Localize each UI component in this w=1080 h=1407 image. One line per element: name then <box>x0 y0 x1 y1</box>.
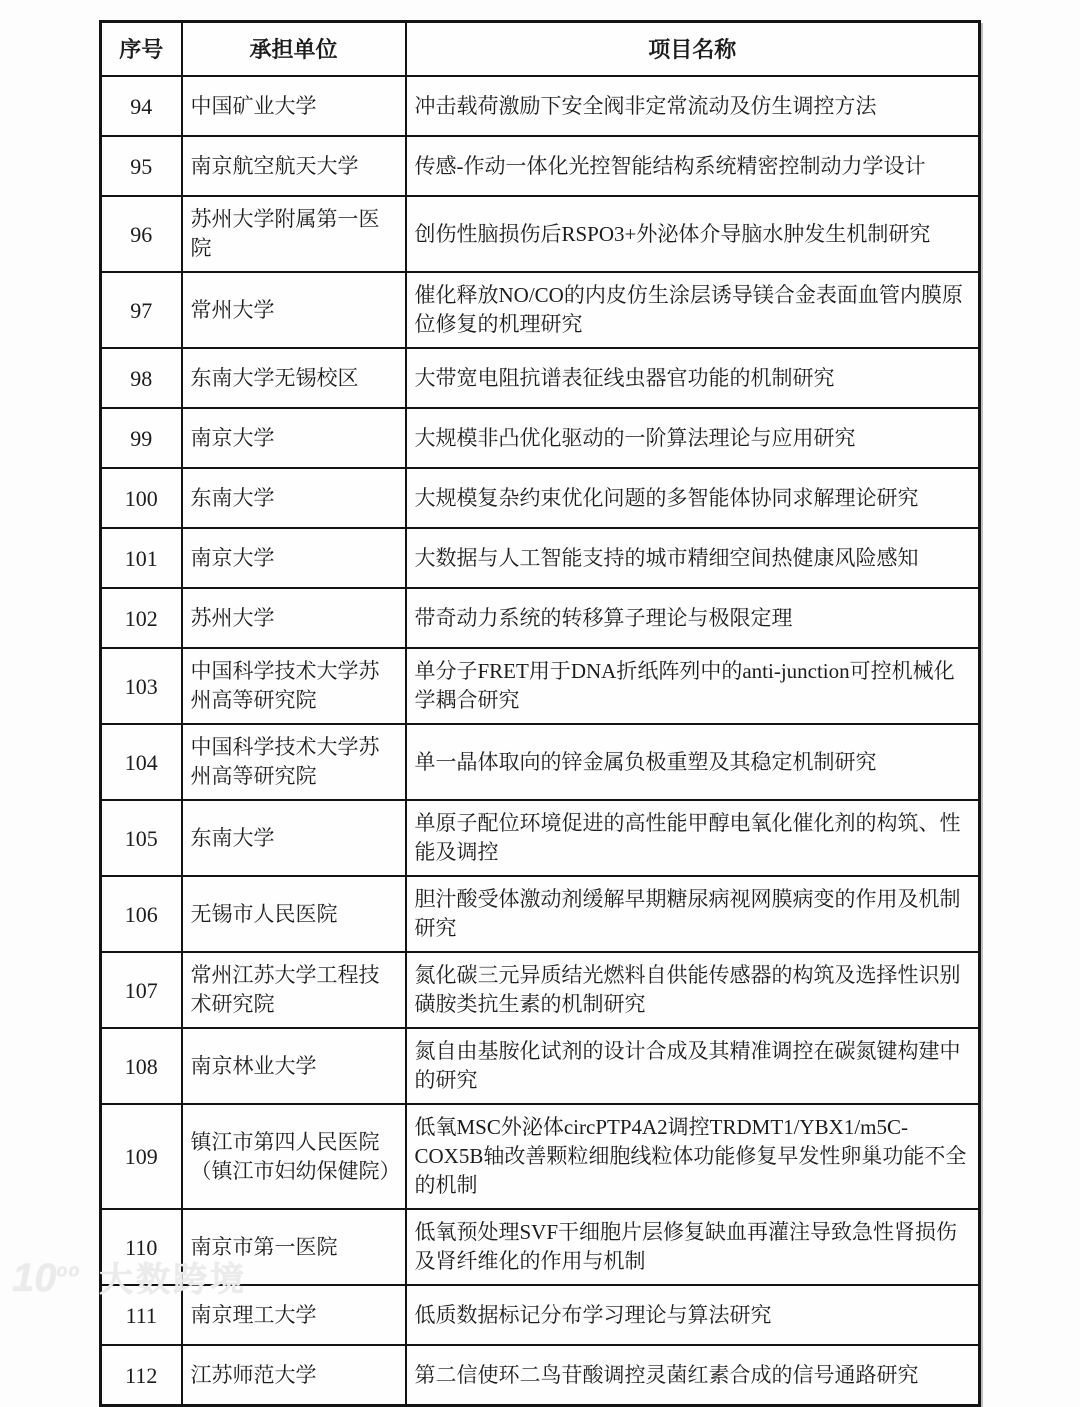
row-project-cell: 冲击载荷激励下安全阀非定常流动及仿生调控方法 <box>406 76 980 136</box>
row-number-cell: 111 <box>101 1285 182 1345</box>
row-number-cell: 100 <box>101 468 182 528</box>
row-project-cell: 氮化碳三元异质结光燃料自供能传感器的构筑及选择性识别磺胺类抗生素的机制研究 <box>406 952 980 1028</box>
row-project-cell: 低氧预处理SVF干细胞片层修复缺血再灌注导致急性肾损伤及肾纤维化的作用与机制 <box>406 1209 980 1285</box>
row-org-cell: 南京林业大学 <box>182 1028 406 1104</box>
row-org-cell: 中国矿业大学 <box>182 76 406 136</box>
row-number-cell: 102 <box>101 588 182 648</box>
row-project-cell: 创伤性脑损伤后RSPO3+外泌体介导脑水肿发生机制研究 <box>406 196 980 272</box>
row-number-cell: 95 <box>101 136 182 196</box>
row-project-cell: 第二信使环二鸟苷酸调控灵菌红素合成的信号通路研究 <box>406 1345 980 1406</box>
row-number-cell: 98 <box>101 348 182 408</box>
row-project-cell: 传感-作动一体化光控智能结构系统精密控制动力学设计 <box>406 136 980 196</box>
table-row <box>101 76 980 136</box>
row-number-cell: 97 <box>101 272 182 348</box>
row-org-cell: 东南大学 <box>182 800 406 876</box>
row-org-cell: 东南大学 <box>182 468 406 528</box>
row-number-cell: 107 <box>101 952 182 1028</box>
row-project-cell: 单原子配位环境促进的高性能甲醇电氧化催化剂的构筑、性能及调控 <box>406 800 980 876</box>
table-row <box>101 136 980 196</box>
row-org-cell: 中国科学技术大学苏州高等研究院 <box>182 648 406 724</box>
row-number-cell: 106 <box>101 876 182 952</box>
table-row <box>101 408 980 468</box>
row-org-cell: 南京理工大学 <box>182 1285 406 1345</box>
table-row <box>101 724 980 800</box>
project-table <box>99 20 981 1407</box>
row-org-cell: 中国科学技术大学苏州高等研究院 <box>182 724 406 800</box>
table-row <box>101 468 980 528</box>
row-org-cell: 苏州大学附属第一医院 <box>182 196 406 272</box>
row-number-cell: 103 <box>101 648 182 724</box>
row-org-cell: 南京市第一医院 <box>182 1209 406 1285</box>
row-number-cell: 104 <box>101 724 182 800</box>
row-project-cell: 低质数据标记分布学习理论与算法研究 <box>406 1285 980 1345</box>
table-row <box>101 348 980 408</box>
row-org-cell: 苏州大学 <box>182 588 406 648</box>
header-cell-project: 项目名称 <box>406 22 980 77</box>
table-row <box>101 1028 980 1104</box>
row-project-cell: 氮自由基胺化试剂的设计合成及其精准调控在碳氮键构建中的研究 <box>406 1028 980 1104</box>
row-org-cell: 东南大学无锡校区 <box>182 348 406 408</box>
table-row <box>101 800 980 876</box>
row-project-cell: 大规模复杂约束优化问题的多智能体协同求解理论研究 <box>406 468 980 528</box>
row-number-cell: 108 <box>101 1028 182 1104</box>
row-number-cell: 110 <box>101 1209 182 1285</box>
table-row <box>101 876 980 952</box>
row-project-cell: 胆汁酸受体激动剂缓解早期糖尿病视网膜病变的作用及机制研究 <box>406 876 980 952</box>
table-header-row <box>101 22 980 77</box>
table-row <box>101 196 980 272</box>
row-number-cell: 109 <box>101 1104 182 1209</box>
header-cell-no: 序号 <box>101 22 182 77</box>
row-number-cell: 101 <box>101 528 182 588</box>
table-row <box>101 588 980 648</box>
table-row <box>101 272 980 348</box>
row-project-cell: 低氧MSC外泌体circPTP4A2调控TRDMT1/YBX1/m5C-COX5B轴改善颗粒细胞线粒体功能修复早发性卵巢功能不全的机制 <box>406 1104 980 1209</box>
row-org-cell: 南京大学 <box>182 528 406 588</box>
project-table-container <box>99 20 978 1407</box>
row-project-cell: 大规模非凸优化驱动的一阶算法理论与应用研究 <box>406 408 980 468</box>
table-row <box>101 1104 980 1209</box>
row-org-cell: 江苏师范大学 <box>182 1345 406 1406</box>
header-cell-org: 承担单位 <box>182 22 406 77</box>
table-row <box>101 952 980 1028</box>
row-org-cell: 常州江苏大学工程技术研究院 <box>182 952 406 1028</box>
table-body <box>98 76 980 1406</box>
row-number-cell: 96 <box>101 196 182 272</box>
row-number-cell: 112 <box>101 1345 182 1406</box>
row-project-cell: 单一晶体取向的锌金属负极重塑及其稳定机制研究 <box>406 724 980 800</box>
watermark-brand-text: 大数跨境 <box>98 1261 247 1299</box>
row-project-cell: 大带宽电阻抗谱表征线虫器官功能的机制研究 <box>406 348 980 408</box>
row-org-cell: 南京大学 <box>182 408 406 468</box>
table-row <box>101 648 980 724</box>
row-number-cell: 99 <box>101 408 182 468</box>
table-row <box>101 1345 980 1406</box>
row-org-cell: 南京航空航天大学 <box>182 136 406 196</box>
row-number-cell: 105 <box>101 800 182 876</box>
row-project-cell: 单分子FRET用于DNA折纸阵列中的anti-junction可控机械化学耦合研究 <box>406 648 980 724</box>
row-org-cell: 常州大学 <box>182 272 406 348</box>
row-project-cell: 带奇动力系统的转移算子理论与极限定理 <box>406 588 980 648</box>
row-org-cell: 镇江市第四人民医院（镇江市妇幼保健院） <box>182 1104 406 1209</box>
row-project-cell: 大数据与人工智能支持的城市精细空间热健康风险感知 <box>406 528 980 588</box>
table-row <box>101 528 980 588</box>
row-project-cell: 催化释放NO/CO的内皮仿生涂层诱导镁合金表面血管内膜原位修复的机理研究 <box>406 272 980 348</box>
row-number-cell: 94 <box>101 76 182 136</box>
watermark <box>12 1252 247 1301</box>
row-org-cell: 无锡市人民医院 <box>182 876 406 952</box>
dashukuajing-logo-icon: $10^{oo}$ <box>12 1256 81 1300</box>
